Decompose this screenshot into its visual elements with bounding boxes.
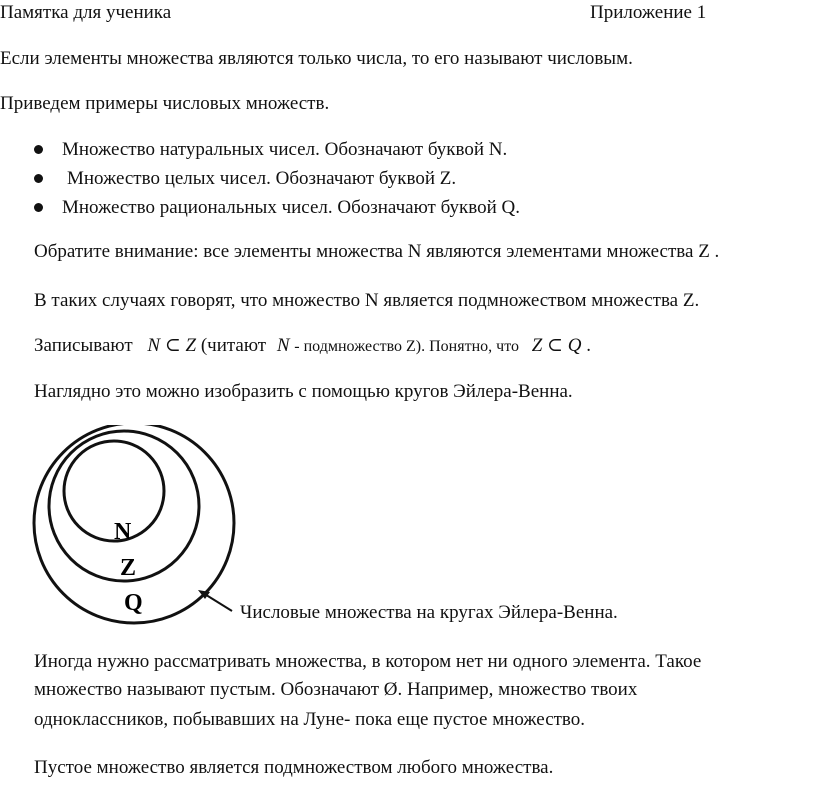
paragraph-empty-set-line-1: Иногда нужно рассматривать множества, в котором нет ни одного элемента. Такое <box>34 651 702 672</box>
formula-n: N <box>276 335 290 356</box>
bullet-dot <box>34 145 43 154</box>
euler-venn-diagram <box>0 425 816 625</box>
bullet-item-natural: Множество натуральных чисел. Обозначают буквой N. <box>62 139 508 160</box>
header-left: Памятка для ученика <box>0 2 172 23</box>
paragraph-visual: Наглядно это можно изобразить с помощью кругов Эйлера-Венна. <box>34 381 573 402</box>
label-n: N <box>114 519 132 545</box>
paragraph-definition: Если элементы множества являются только числа, то его называют числовым. <box>0 48 633 69</box>
paragraph-empty-set-line-3: одноклассников, побывавших на Луне- пока еще пустое множество. <box>34 709 586 730</box>
notation-text-d: . <box>586 335 591 356</box>
bullet-item-integer: Множество целых чисел. Обозначают буквой Z. <box>67 168 457 189</box>
paragraph-empty-set-line-2: множество называют пустым. Обозначают Ø. Например, множество твоих <box>34 679 638 700</box>
formula-n-subset-z: N ⊂ Z <box>147 335 197 356</box>
header-right: Приложение 1 <box>590 2 707 23</box>
bullet-item-rational: Множество рациональных чисел. Обозначают буквой Q. <box>62 197 520 218</box>
formula-z-subset-q: Z ⊂ Q <box>531 335 582 356</box>
paragraph-notation <box>34 334 591 359</box>
bullet-dot <box>34 174 43 183</box>
diagram-caption: Числовые множества на кругах Эйлера-Венна. <box>240 602 618 623</box>
bullet-dot <box>34 203 43 212</box>
paragraph-attention: Обратите внимание: все элементы множества N являются элементами множества Z . <box>34 241 720 262</box>
notation-text-a: Записывают <box>34 335 133 356</box>
label-z: Z <box>120 555 137 581</box>
notation-text-c: - подмножество Z). Понятно, что <box>294 338 519 355</box>
paragraph-subset: В таких случаях говорят, что множество N является подмножеством множества Z. <box>34 290 700 311</box>
paragraph-examples-intro: Приведем примеры числовых множеств. <box>0 93 330 114</box>
label-q: Q <box>124 590 143 616</box>
notation-text-b: (читают <box>200 335 267 356</box>
paragraph-empty-subset: Пустое множество является подмножеством любого множества. <box>34 757 554 778</box>
